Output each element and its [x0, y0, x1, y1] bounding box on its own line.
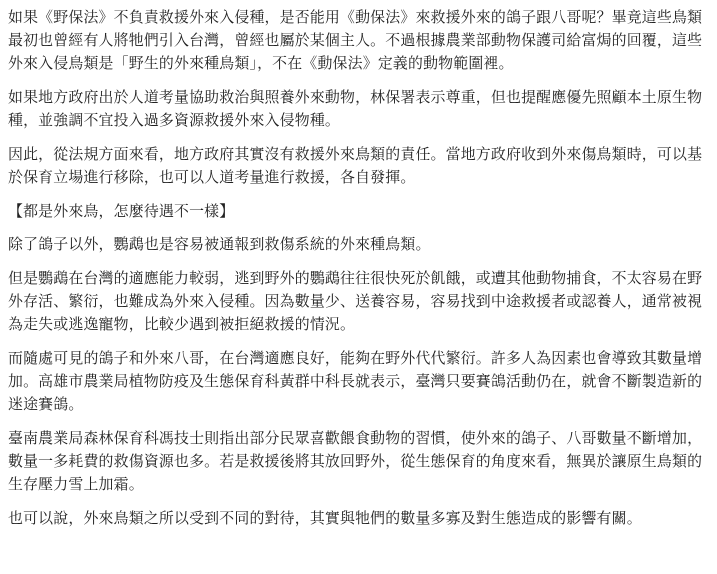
paragraph-tainan-feeding: 臺南農業局森林保育科馮技士則指出部分民眾喜歡餵食動物的習慣，使外來的鴿子、八哥數量不斷增加，數量一多耗費的救傷資源也多。若是救援後將其放回野外，從生態保育的角度來看，無異於讓原生鳥類的生存壓力雪上加霜。	[8, 429, 703, 493]
paragraph-conclusion: 也可以說，外來鳥類之所以受到不同的對待，其實與牠們的數量多寡及對生態造成的影響有關。	[8, 509, 642, 527]
paragraph-regulations: 因此，從法規方面來看，地方政府其實沒有救援外來鳥類的責任。當地方政府收到外來傷鳥類時，可以基於保育立場進行移除，也可以人道考量進行救援，各自發揮。	[8, 145, 703, 186]
paragraph-pigeons-mynas: 而隨處可見的鴿子和外來八哥，在台灣適應良好，能夠在野外代代繁衍。許多人為因素也會導致其數量增加。高雄市農業局植物防疫及生態保育科黃群中科長就表示，臺灣只要賽鴿活動仍在，就會不斷製造新的迷途賽鴿。	[8, 349, 703, 413]
paragraph-wildlife-act: 如果《野保法》不負責救援外來入侵種，是否能用《動保法》來救援外來的鴿子跟八哥呢？畢竟這些鳥類最初也曾經有人將牠們引入台灣，曾經也屬於某個主人。不過根據農業部動物保護司給富焗的回覆，這些外來入侵鳥類是「野生的外來種鳥類」，不在《動保法》定義的動物範圍裡。	[8, 8, 703, 72]
paragraph-local-government: 如果地方政府出於人道考量協助救治與照養外來動物，林保署表示尊重，但也提醒應優先照顧本土原生物種，並強調不宜投入過多資源救援外來入侵物種。	[8, 88, 703, 129]
paragraph-parrots-adaptation: 但是鸚鵡在台灣的適應能力較弱，逃到野外的鸚鵡往往很快死於飢餓，或遭其他動物捕食，不太容易在野外存活、繁衍，也難成為外來入侵種。因為數量少、送養容易，容易找到中途救援者或認養人，通常被視為走失或逃逸寵物，比較少遇到被拒絕救援的情況。	[8, 269, 703, 333]
paragraph-parrots-intro: 除了鴿子以外，鸚鵡也是容易被通報到救傷系統的外來種鳥類。	[8, 235, 431, 253]
section-heading: 【都是外來鳥，怎麼待遇不一樣】	[8, 202, 235, 220]
